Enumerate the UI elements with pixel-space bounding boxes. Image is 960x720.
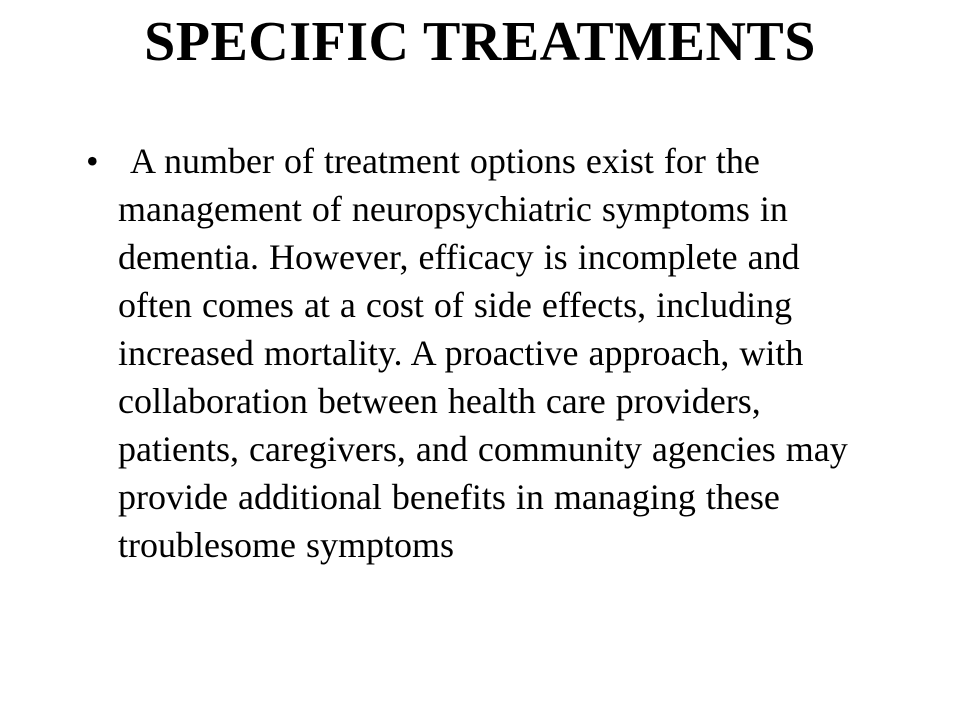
bullet-item (80, 137, 880, 569)
bullet-point-icon: • (86, 141, 99, 181)
bullet-text: A number of treatment options exist for the management of neuropsychiatric symptoms in dementia. However, efficacy is incomplete and often comes at a cost of side effects, including increased mortality. A proactive approach, with collaboration between health care providers, patients, caregivers, and community agencies may provide additional benefits in managing these troublesome symptoms (118, 141, 848, 565)
slide-body (80, 137, 880, 569)
slide-title: SPECIFIC TREATMENTS (144, 11, 816, 73)
